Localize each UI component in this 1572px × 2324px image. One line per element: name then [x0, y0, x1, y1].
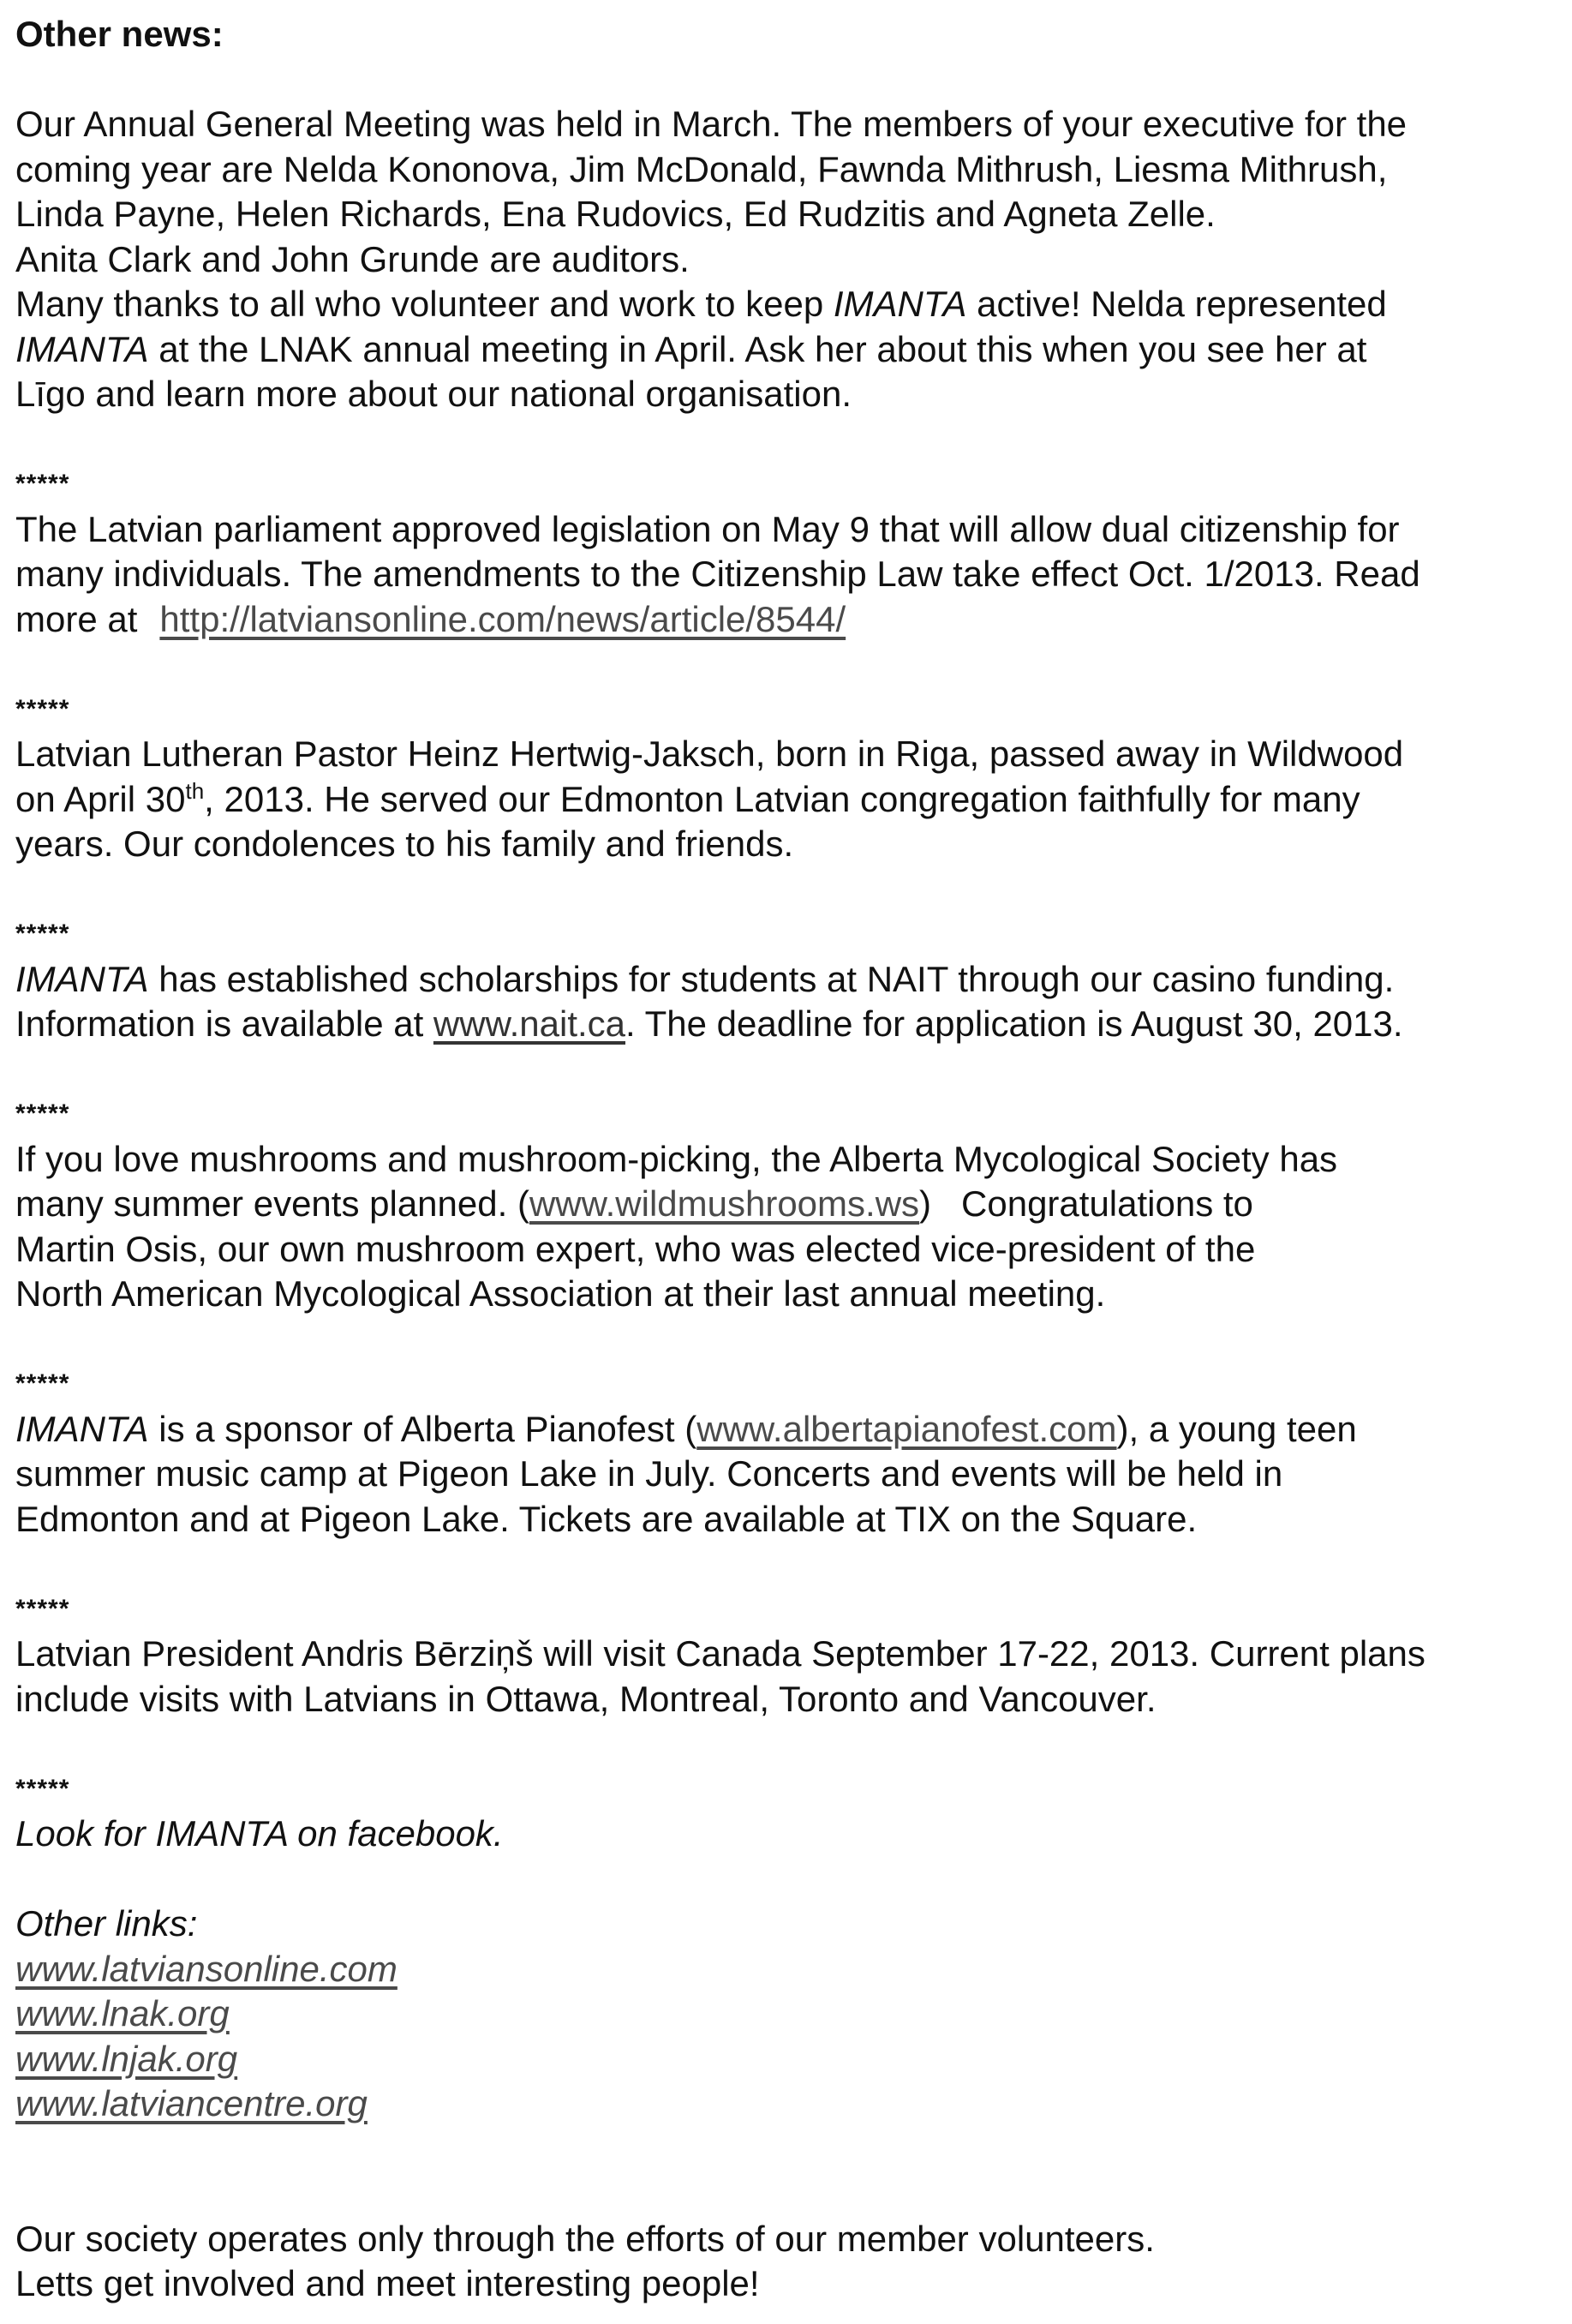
pianofest-line-1: [15, 1407, 1557, 1452]
agm-line-5: [15, 282, 1557, 327]
agm-line-4: Anita Clark and John Grunde are auditors.: [15, 238, 690, 279]
mushrooms-line-4: North American Mycological Association at their last annual meeting.: [15, 1273, 1106, 1314]
citizenship-line-3-text: more at: [15, 598, 138, 639]
pastor-line-3: years. Our condolences to his family and friends.: [15, 824, 794, 864]
imanta-name: IMANTA: [833, 284, 967, 324]
separator-stars: *****: [15, 470, 70, 498]
scholarship-paragraph: [15, 957, 1557, 1047]
scholarship-line-2-text-end: . The deadline for application is August 30, 2013.: [625, 1003, 1403, 1044]
president-line-2: include visits with Latvians in Ottawa, Montreal, Toronto and Vancouver.: [15, 1678, 1157, 1719]
nait-link[interactable]: www.nait.ca: [433, 1003, 626, 1044]
mushrooms-paragraph: [15, 1137, 1557, 1317]
agm-line-6-text: at the LNAK annual meeting in April. Ask her about this when you see her at: [148, 328, 1367, 369]
lnak-link[interactable]: www.lnak.org: [15, 1993, 230, 2034]
albertapianofest-link[interactable]: www.albertapianofest.com: [696, 1408, 1117, 1449]
pastor-line-2-text: on April 30: [15, 778, 186, 819]
other-links-label: Other links:: [15, 1903, 198, 1944]
citizenship-paragraph: [15, 507, 1557, 643]
agm-paragraph: [15, 102, 1557, 417]
agm-line-3: Linda Payne, Helen Richards, Ena Rudovics, Ed Rudzitis and Agneta Zelle.: [15, 194, 1216, 234]
other-links-list: [15, 1902, 1557, 2127]
separator-stars: *****: [15, 694, 70, 723]
imanta-name: IMANTA: [15, 958, 149, 999]
scholarship-line-2-text: Information is available at: [15, 1003, 433, 1044]
mushrooms-line-2-text: many summer events planned. (: [15, 1183, 529, 1224]
mushrooms-line-1: If you love mushrooms and mushroom-picking, the Alberta Mycological Society has: [15, 1138, 1338, 1179]
closing-line-1: Our society operates only through the efforts of our member volunteers.: [15, 2218, 1155, 2259]
section-heading: Other news:: [15, 14, 224, 54]
citizenship-line-3: [15, 597, 1557, 643]
citizenship-line-2: many individuals. The amendments to the Citizenship Law take effect Oct. 1/2013. Read: [15, 554, 1420, 594]
separator-stars: *****: [15, 1369, 70, 1398]
agm-line-5-text-end: active! Nelda represented: [966, 284, 1387, 324]
separator-stars: *****: [15, 1774, 70, 1803]
closing-line-2: Letts get involved and meet interesting people!: [15, 2263, 760, 2303]
pianofest-line-1-text-end: ), a young teen: [1116, 1408, 1357, 1449]
separator-stars: *****: [15, 919, 70, 948]
agm-line-6: [15, 327, 1557, 373]
president-line-1: Latvian President Andris Bērziņš will visit Canada September 17-22, 2013. Current plans: [15, 1633, 1426, 1674]
agm-line-1: Our Annual General Meeting was held in March. The members of your executive for the: [15, 104, 1408, 144]
pastor-line-2-text-end: , 2013. He served our Edmonton Latvian congregation faithfully for many: [204, 778, 1360, 819]
pianofest-line-3: Edmonton and at Pigeon Lake. Tickets are available at TIX on the Square.: [15, 1498, 1198, 1539]
agm-line-7: Līgo and learn more about our national organisation.: [15, 374, 852, 414]
latviansonline-article-link[interactable]: http://latviansonline.com/news/article/8544/: [159, 598, 846, 639]
pastor-line-1: Latvian Lutheran Pastor Heinz Hertwig-Jaksch, born in Riga, passed away in Wildwood: [15, 734, 1404, 774]
latviansonline-link[interactable]: www.latviansonline.com: [15, 1948, 397, 1989]
scholarship-line-1-text: has established scholarships for students at NAIT through our casino funding.: [148, 958, 1395, 999]
agm-line-5-text: Many thanks to all who volunteer and work to keep: [15, 284, 834, 324]
scholarship-line-1: [15, 957, 1557, 1003]
latviancentre-link[interactable]: www.latviancentre.org: [15, 2083, 368, 2123]
imanta-name: IMANTA: [15, 328, 149, 369]
agm-line-2: coming year are Nelda Kononova, Jim McDonald, Fawnda Mithrush, Liesma Mithrush,: [15, 148, 1388, 189]
pastor-line-2: [15, 777, 1557, 823]
scholarship-line-2: [15, 1002, 1557, 1047]
facebook-note: Look for IMANTA on facebook.: [15, 1813, 504, 1854]
pianofest-line-1-text: is a sponsor of Alberta Pianofest (: [148, 1408, 697, 1449]
wildmushrooms-link[interactable]: www.wildmushrooms.ws: [529, 1183, 920, 1224]
mushrooms-line-2: [15, 1182, 1557, 1227]
closing-paragraph: [15, 2217, 1557, 2307]
citizenship-line-1: The Latvian parliament approved legislation on May 9 that will allow dual citizenship for: [15, 508, 1400, 549]
ordinal-suffix: th: [185, 777, 205, 804]
mushrooms-line-2-text-end: ) Congratulations to: [919, 1183, 1253, 1224]
lnjak-link[interactable]: www.lnjak.org: [15, 2038, 238, 2079]
imanta-name: IMANTA: [15, 1408, 149, 1449]
pianofest-line-2: summer music camp at Pigeon Lake in July. Concerts and events will be held in: [15, 1453, 1283, 1494]
separator-stars: *****: [15, 1099, 70, 1128]
pianofest-paragraph: [15, 1407, 1557, 1542]
separator-stars: *****: [15, 1594, 70, 1623]
mushrooms-line-3: Martin Osis, our own mushroom expert, who was elected vice-president of the: [15, 1228, 1256, 1269]
newsletter-page: [15, 12, 1557, 2307]
president-paragraph: [15, 1632, 1557, 1722]
pastor-paragraph: [15, 732, 1557, 867]
